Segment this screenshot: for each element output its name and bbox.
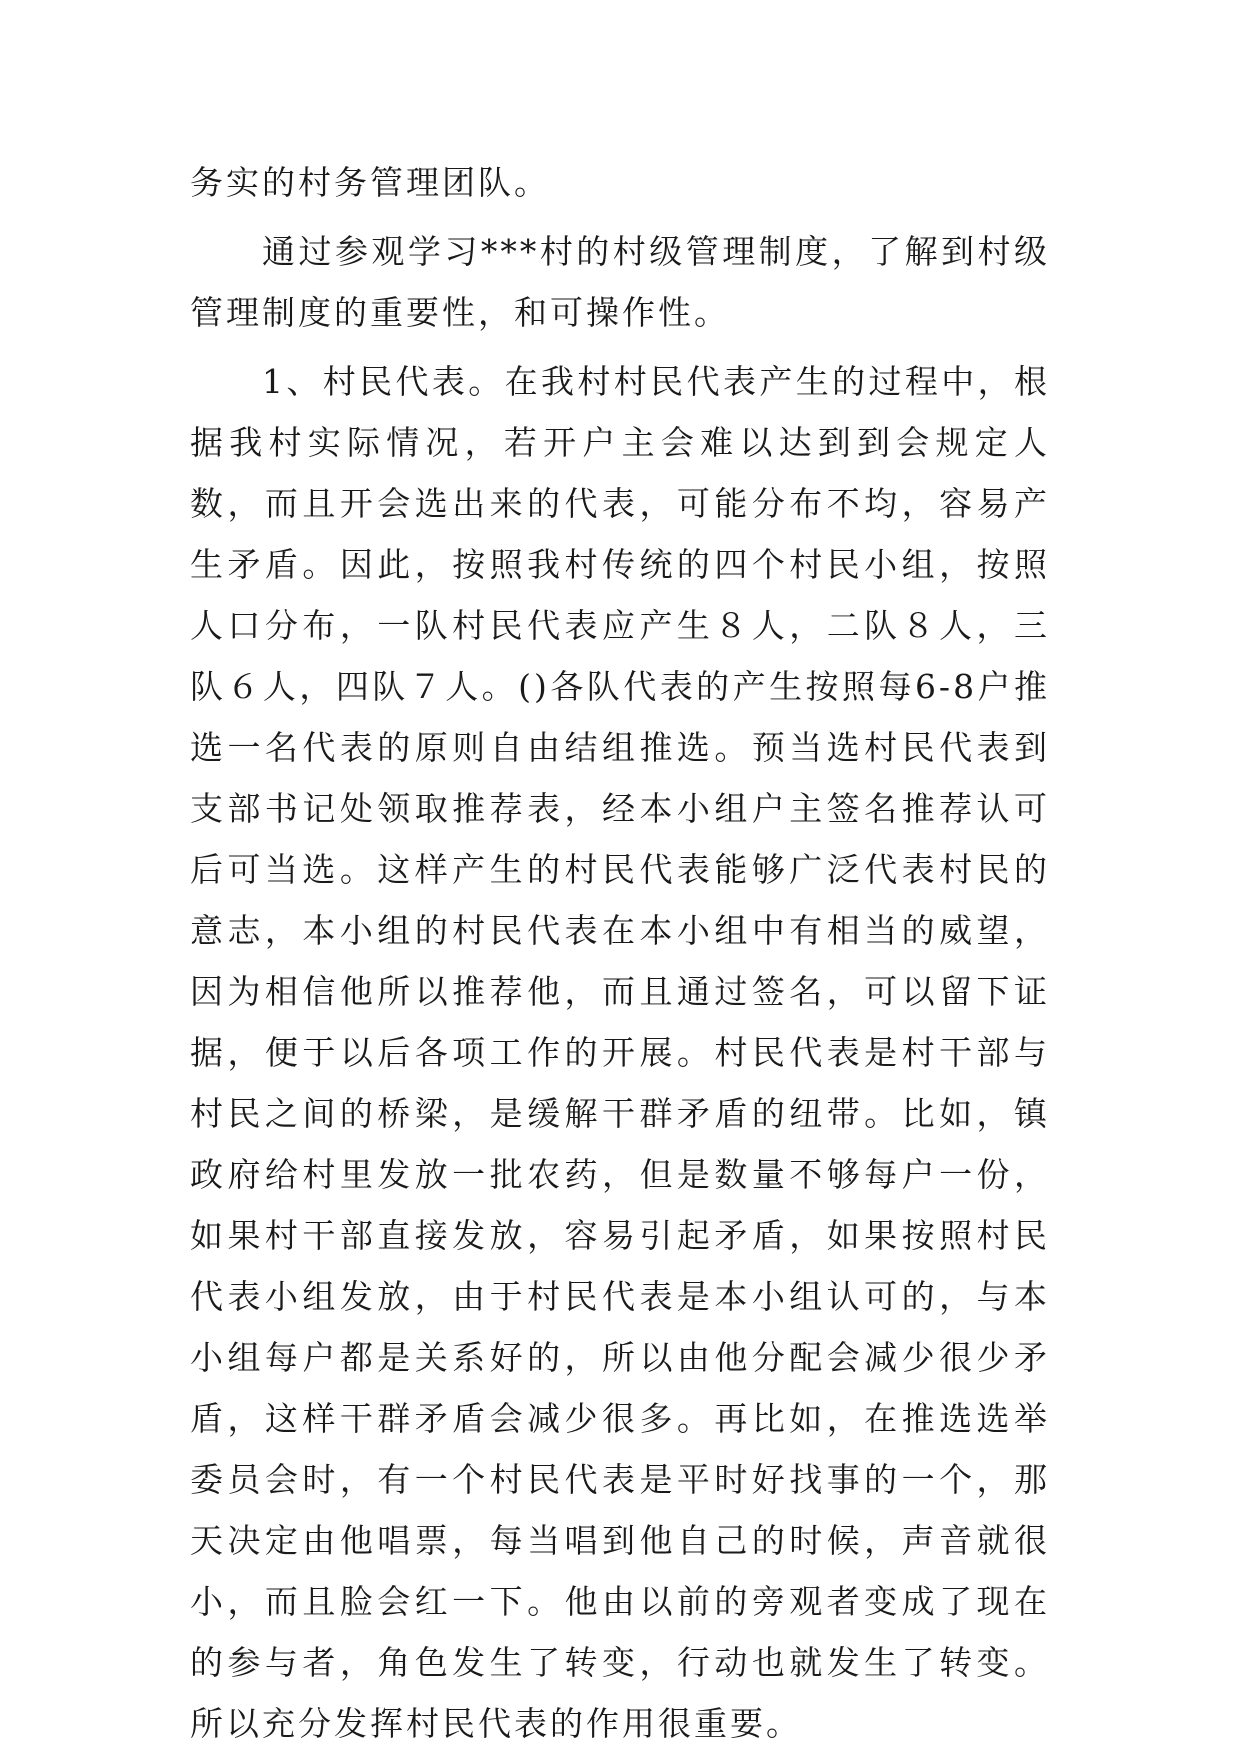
document-body [190,152,1050,1762]
paragraph-study-visit: 通过参观学习***村的村级管理制度，了解到村级管理制度的重要性，和可操作性。 [190,232,1050,332]
paragraph-continuation: 务实的村务管理团队。 [190,163,550,202]
paragraph-village-representatives: 1、村民代表。在我村村民代表产生的过程中，根据我村实际情况，若开户主会难以达到到会规定人数，而且开会选出来的代表，可能分布不均，容易产生矛盾。因此，按照我村传统的四个村民小组，按照人口分布，一队村民代表应产生８人，二队８人，三队６人，四队７人。()各队代表的产生按照每6-8户推选一名代表的原则自由结组推选。预当选村民代表到支部书记处领取推荐表，经本小组户主签名推荐认可后可当选。这样产生的村民代表能够广泛代表村民的意志，本小组的村民代表在本小组中有相当的威望，因为相信他所以推荐他，而且通过签名，可以留下证据，便于以后各项工作的开展。村民代表是村干部与村民之间的桥梁，是缓解干群矛盾的纽带。比如，镇政府给村里发放一批农药，但是数量不够每户一份，如果村干部直接发放，容易引起矛盾，如果按照村民代表小组发放，由于村民代表是本小组认可的，与本小组每户都是关系好的，所以由他分配会减少很少矛盾，这样干群矛盾会减少很多。再比如，在推选选举委员会时，有一个村民代表是平时好找事的一个，那天决定由他唱票，每当唱到他自己的时候，声音就很小，而且脸会红一下。他由以前的旁观者变成了现在的参与者，角色发生了转变，行动也就发生了转变。所以充分发挥村民代表的作用很重要。 [190,362,1050,1743]
